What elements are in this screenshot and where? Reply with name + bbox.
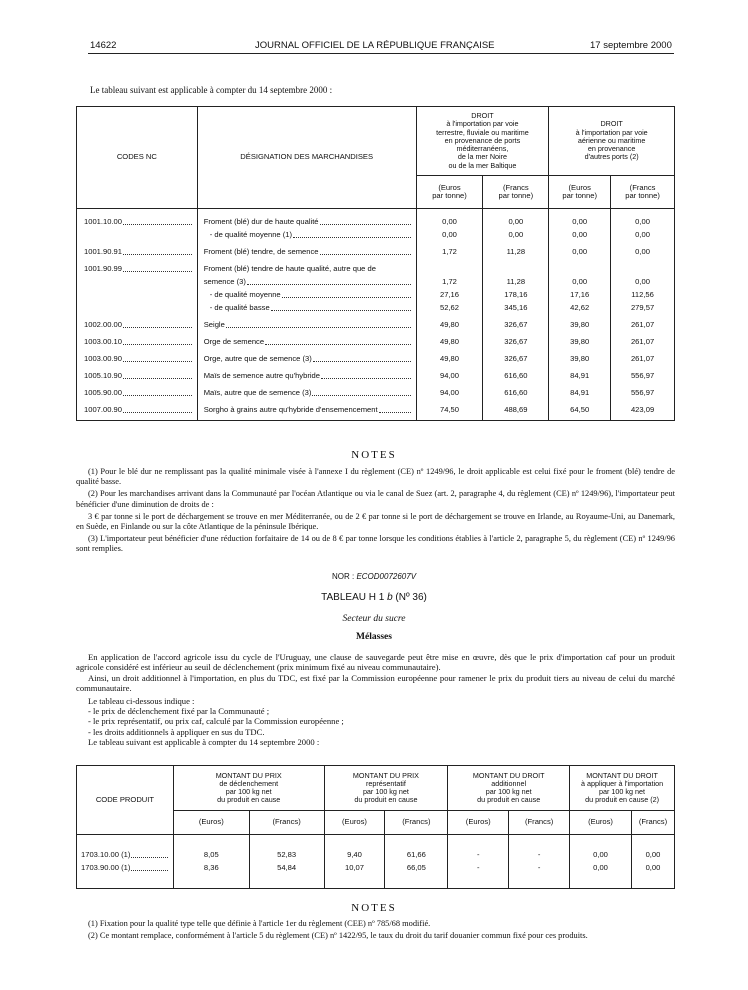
secteur-heading: Secteur du sucre (342, 614, 406, 624)
unit-euros: (Euros) (173, 811, 249, 835)
designation-row: Froment (blé) dur de haute qualité (204, 215, 412, 228)
list-item: - le prix de déclenchement fixé par la Communauté ; (88, 706, 270, 717)
code-row (84, 228, 197, 241)
designation-row: Orge de semence (204, 335, 412, 348)
designation-row: Seigle (204, 318, 412, 331)
designation-row: - de qualité basse (204, 301, 412, 314)
list-item: - le prix représentatif, ou prix caf, calculé par la Commission européenne ; (88, 716, 344, 727)
designation-row: Maïs de semence autre qu'hybride (204, 369, 412, 382)
paragraph-1: En application de l'accord agricole issu du cycle de l'Uruguay, une clause de sauvegarde peut être mise en œuvre, dès que le prix d'importation caf pour un produit agricole considéré est inférieur au seuil de déclenchement (prix minimum fixé au niveau communautaire). (76, 652, 675, 673)
code-row: 1001.90.91 (84, 245, 193, 258)
prix-declenchement-francs: 52,83 54,84 (249, 835, 324, 889)
note-2-detail: 3 € par tonne si le port de déchargement se trouve en mer Méditerranée, ou de 2 € par tonne si le port de déchargement se trouve en Irlande, au Royaume-Uni, au Danemark, en Suède, en Finlande ou sur la côte Atlantique de la péninsule Ibérique. (76, 511, 675, 532)
francs-col-2: 0,00 0,00 0,00 0,00 112,56 279,57 261,07 261,07 261,07 556,97 556,97 423,09 (611, 209, 675, 421)
list-item: - les droits additionnels à appliquer en sus du TDC. (88, 726, 265, 737)
col-codes-nc: CODES NC (77, 107, 198, 209)
note-1: (1) Fixation pour la qualité type telle que définie à l'article 1er du règlement (CEE) nº 785/68 modifié. (88, 919, 431, 928)
code-row: 1001.10.00 (84, 215, 193, 228)
notes-title: NOTES (351, 902, 397, 914)
notes-title: NOTES (351, 449, 397, 461)
col-droit-a-appliquer: MONTANT DU DROIT à appliquer à l'importation par 100 kg net du produit en cause (2) (570, 766, 675, 811)
col-prix-representatif: MONTANT DU PRIX représentatif par 100 kg net du produit en cause (324, 766, 448, 811)
code-row: 1003.00.90 (84, 352, 193, 365)
unit-francs: (Francs) (509, 811, 570, 835)
code-row: 1003.00.10 (84, 335, 193, 348)
euros-col-2: 0,00 0,00 0,00 0,00 17,16 42,62 39,80 39,80 39,80 84,91 84,91 64,50 (549, 209, 611, 421)
issue-date: 17 septembre 2000 (590, 40, 672, 51)
designation-row: semence (3) (204, 275, 412, 288)
code-row: 1002.00.00 (84, 318, 193, 331)
unit-euros: (Euros par tonne) (549, 176, 611, 209)
col-designation: DÉSIGNATION DES MARCHANDISES (197, 107, 416, 209)
code-row (84, 288, 197, 301)
page-number: 14622 (90, 40, 117, 51)
code-row: 1703.90.00 (1) (81, 861, 169, 874)
col-droit-autres-ports: DROIT à l'importation par voie aérienne ou maritime en provenance d'autres ports (2) (549, 107, 675, 176)
table2-intro: Le tableau suivant est applicable à compter du 14 septembre 2000 : (88, 737, 320, 748)
designation-row: - de qualité moyenne (204, 288, 412, 301)
col-droit-ports-mediterraneens: DROIT à l'importation par voie terrestre, fluviale ou maritime en provenance de ports méditerranéens, de la mer Noire ou de la mer Baltique (416, 107, 549, 176)
unit-francs: (Francs) (385, 811, 448, 835)
unit-euros: (Euros) (570, 811, 632, 835)
notes-block (76, 467, 675, 555)
code-row: 1007.00.90 (84, 403, 193, 416)
code-row: 1005.10.90 (84, 369, 193, 382)
designation-row: Froment (blé) tendre de haute qualité, autre que de (203, 264, 376, 273)
code-row (84, 275, 197, 288)
francs-col-1: 0,00 0,00 11,28 11,28 178,16 345,16 326,67 326,67 326,67 616,60 616,60 488,69 (483, 209, 549, 421)
sugar-price-table (76, 765, 675, 889)
unit-francs: (Francs) (631, 811, 674, 835)
code-row: 1001.90.99 (84, 262, 193, 275)
code-row: 1005.90.00 (84, 386, 193, 399)
designation-row: Sorgho à grains autre qu'hybride d'ensemencement (204, 403, 412, 416)
droit-additionnel-francs: - - (509, 835, 570, 889)
paragraph-3: Le tableau ci-dessous indique : (88, 695, 195, 706)
col-code-produit: CODE PRODUIT (77, 766, 174, 835)
prix-representatif-francs: 61,66 66,05 (385, 835, 448, 889)
journal-title: JOURNAL OFFICIEL DE LA RÉPUBLIQUE FRANÇAISE (255, 40, 495, 51)
tableau-title: TABLEAU H 1 b (Nº 36) (321, 592, 427, 603)
col-droit-additionnel: MONTANT DU DROIT additionnel par 100 kg net du produit en cause (448, 766, 570, 811)
euros-col-1: 0,00 0,00 1,72 1,72 27,16 52,62 49,80 49,80 49,80 94,00 94,00 74,50 (416, 209, 483, 421)
droit-appliquer-euros: 0,00 0,00 (570, 835, 632, 889)
prix-declenchement-euros: 8,05 8,36 (173, 835, 249, 889)
paragraph-2: Ainsi, un droit additionnel à l'importation, en plus du TDC, est fixé par la Commission européenne pour ramener le prix du produit tiers au niveau de celui du marché communautaire. (76, 672, 675, 694)
col-prix-declenchement: MONTANT DU PRIX de déclenchement par 100 kg net du produit en cause (173, 766, 324, 811)
table1-intro: Le tableau suivant est applicable à compter du 14 septembre 2000 : (90, 85, 333, 95)
designation-row: Froment (blé) tendre, de semence (204, 245, 412, 258)
code-row (84, 301, 197, 314)
notes-block (76, 919, 675, 941)
unit-euros: (Euros) (448, 811, 509, 835)
unit-francs: (Francs par tonne) (611, 176, 675, 209)
droit-appliquer-francs: 0,00 0,00 (631, 835, 674, 889)
codes-column (77, 209, 198, 421)
unit-euros: (Euros par tonne) (416, 176, 483, 209)
unit-euros: (Euros) (324, 811, 385, 835)
designation-column (197, 209, 416, 421)
note-3: (3) L'importateur peut bénéficier d'une réduction forfaitaire de 14 ou de 8 € par tonne lorsque les conditions établies à l'article 2, paragraphe 5, du règlement (CE) nº 1249/96 sont remplies. (76, 534, 675, 554)
designation-row: Maïs, autre que de semence (3) (204, 386, 412, 399)
note-2: (2) Pour les marchandises arrivant dans la Communauté par l'océan Atlantique ou via le canal de Suez (art. 2, paragraphe 4, du règlement (CE) nº 1249/96), l'importateur peut bénéficier d'une diminution de droits de : (76, 489, 675, 509)
nor-reference: NOR : ECOD0072607V (331, 572, 417, 581)
unit-francs: (Francs par tonne) (483, 176, 549, 209)
designation-row: Orge, autre que de semence (3) (204, 352, 412, 365)
melasses-heading: Mélasses (356, 632, 392, 642)
designation-row: - de qualité moyenne (1) (204, 228, 412, 241)
body-text (76, 652, 675, 748)
header-rule (88, 53, 674, 54)
prix-representatif-euros: 9,40 10,07 (324, 835, 385, 889)
cereal-duty-table (76, 106, 675, 421)
droit-additionnel-euros: - - (448, 835, 509, 889)
note-1: (1) Pour le blé dur ne remplissant pas la qualité minimale visée à l'annexe I du règlement (CE) nº 1249/96, le droit applicable est celui fixé pour le froment (blé) tendre de qualité basse. (76, 467, 675, 487)
unit-francs: (Francs) (249, 811, 324, 835)
code-row: 1703.10.00 (1) (81, 848, 169, 861)
product-codes (77, 835, 174, 889)
note-2: (2) Ce montant remplace, conformément à l'article 5 du règlement (CE) nº 1422/95, le taux du droit du tarif douanier commun fixé pour ces produits. (88, 931, 588, 941)
